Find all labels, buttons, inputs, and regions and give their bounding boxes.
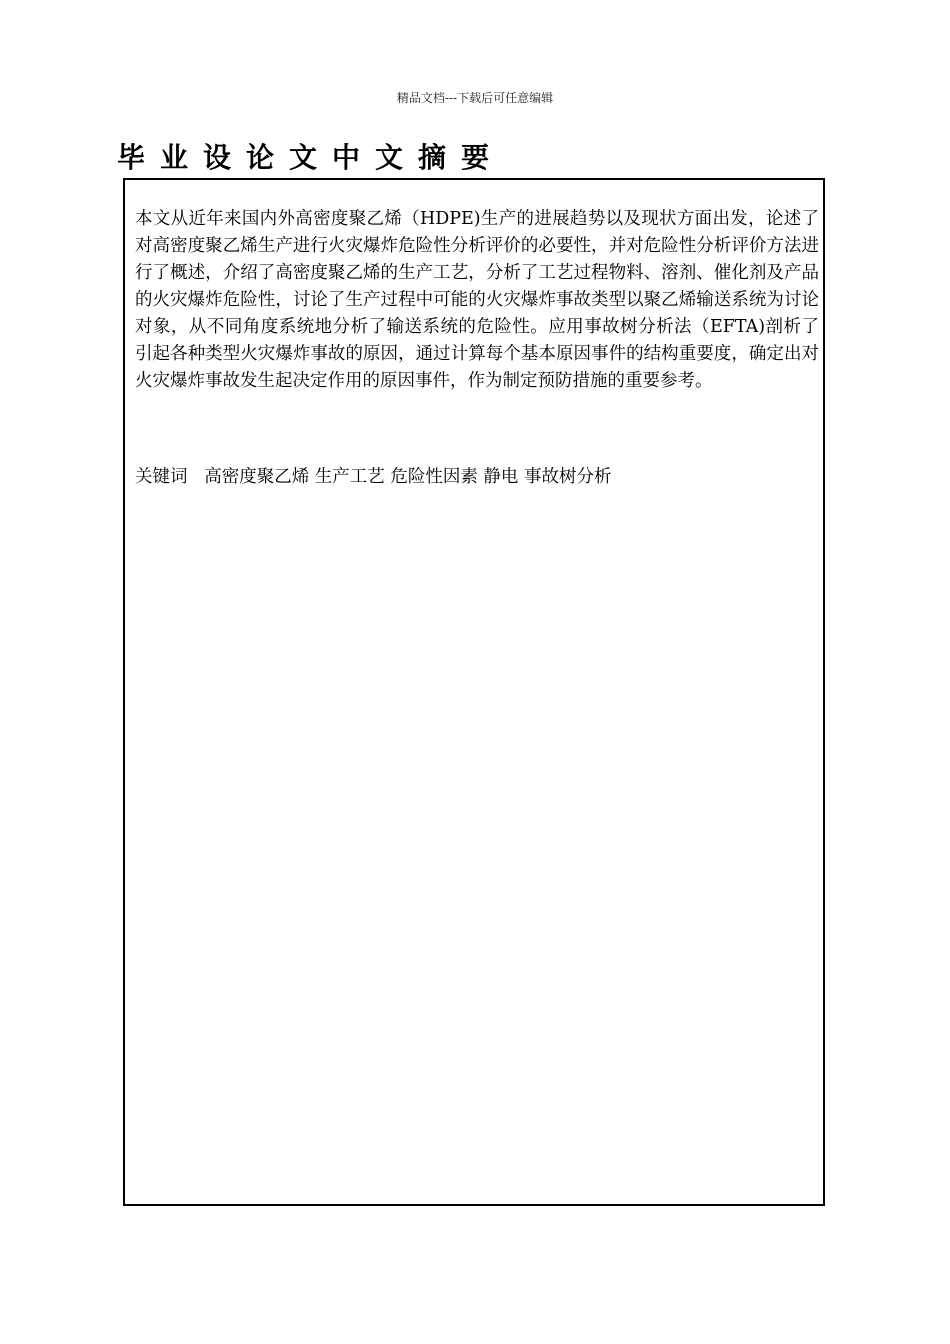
keywords-label: 关键词 bbox=[135, 467, 188, 487]
page-title: 毕业设论文中文摘要 bbox=[117, 141, 505, 174]
keywords-line bbox=[135, 464, 819, 491]
page-header-note: 精品文档---下载后可任意编辑 bbox=[396, 91, 554, 105]
keywords-list: 高密度聚乙烯 生产工艺 危险性因素 静电 事故树分析 bbox=[204, 467, 612, 487]
abstract-body: 本文从近年来国内外高密度聚乙烯（HDPE)生产的进展趋势以及现状方面出发，论述了对高密度聚乙烯生产进行火灾爆炸危险性分析评价的必要性，并对危险性分析评价方法进行了概述，介绍了高密度聚乙烯的生产工艺，分析了工艺过程物料、溶剂、催化剂及产品的火灾爆炸危险性，讨论了生产过程中可能的火灾爆炸事故类型以聚乙烯输送系统为讨论对象，从不同角度系统地分析了输送系统的危险性。应用事故树分析法（EFTA)剖析了引起各种类型火灾爆炸事故的原因，通过计算每个基本原因事件的结构重要度，确定出对火灾爆炸事故发生起决定作用的原因事件，作为制定预防措施的重要参考。 bbox=[135, 209, 819, 391]
abstract-box bbox=[123, 178, 825, 1206]
